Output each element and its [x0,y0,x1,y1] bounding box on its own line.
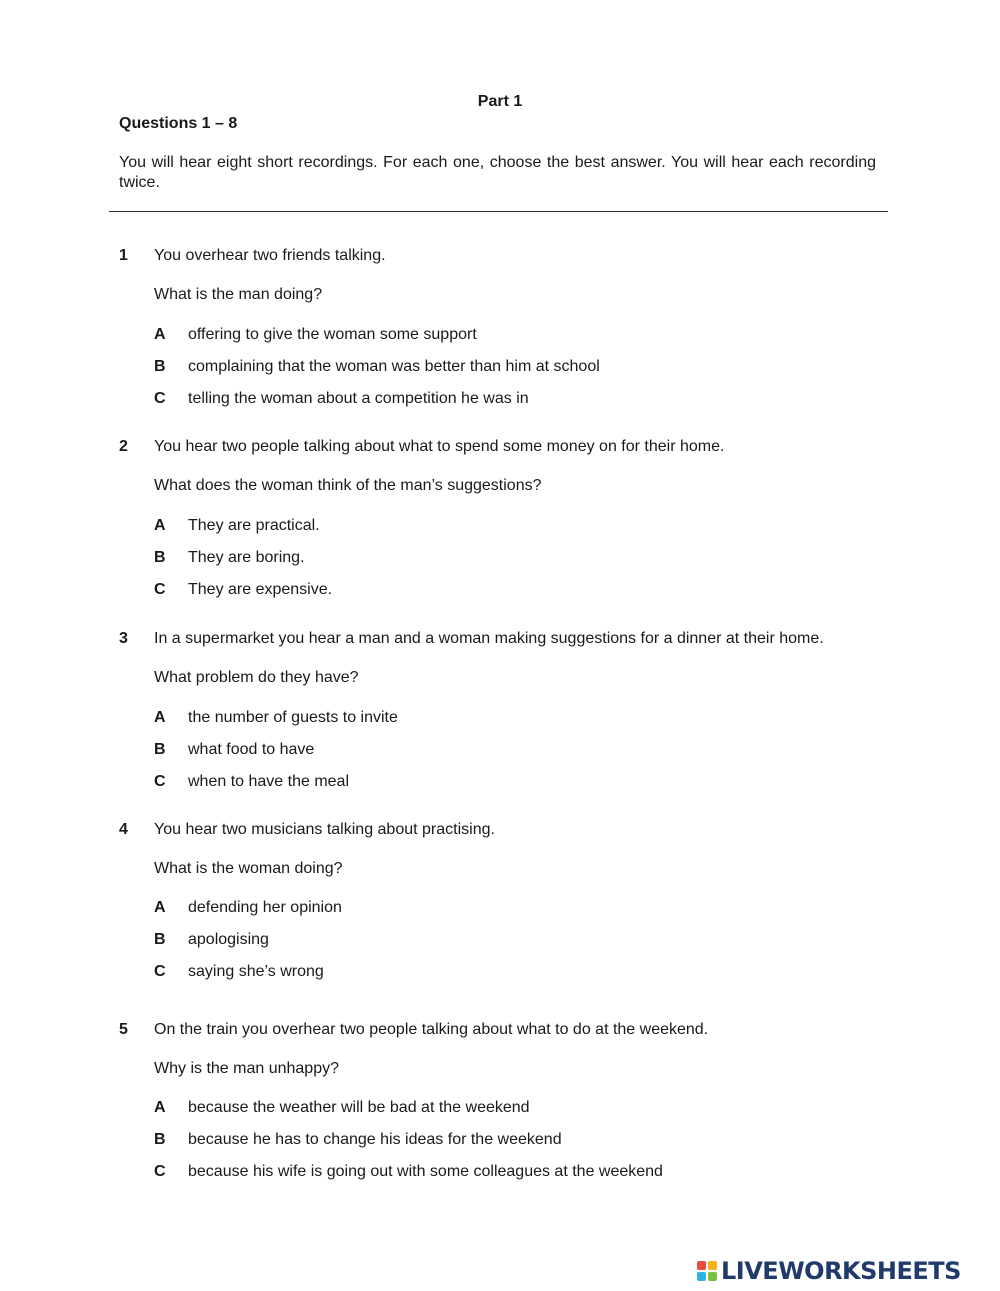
question-context: You hear two musicians talking about practising. [154,821,495,838]
liveworksheets-logo [697,1256,961,1286]
logo-square-icon [708,1261,717,1270]
logo-square-icon [697,1272,706,1281]
option-letter: C [154,581,166,598]
option-letter: C [154,773,166,790]
option-text: telling the woman about a competition he was in [188,390,529,407]
question-number: 1 [119,247,128,264]
option-letter: A [154,326,166,343]
option-letter: A [154,517,166,534]
option-letter: B [154,931,166,948]
option-b[interactable] [0,741,1000,763]
option-text: because his wife is going out with some colleagues at the weekend [188,1163,663,1180]
logo-text: LIVEWORKSHEETS [721,1257,961,1285]
option-b[interactable] [0,358,1000,380]
option-a[interactable] [0,709,1000,731]
option-text: offering to give the woman some support [188,326,477,343]
option-text: They are boring. [188,549,305,566]
question-prompt: What is the woman doing? [154,860,343,877]
option-b[interactable] [0,1131,1000,1153]
question-prompt: What does the woman think of the man’s suggestions? [154,477,542,494]
question-prompt: What problem do they have? [154,669,359,686]
option-c[interactable] [0,390,1000,412]
option-c[interactable] [0,1163,1000,1185]
option-a[interactable] [0,517,1000,539]
question-context: You overhear two friends talking. [154,247,386,264]
option-letter: B [154,741,166,758]
option-letter: A [154,899,166,916]
divider [109,211,888,212]
option-letter: C [154,1163,166,1180]
option-text: because he has to change his ideas for the weekend [188,1131,562,1148]
option-b[interactable] [0,931,1000,953]
option-text: apologising [188,931,269,948]
option-text: because the weather will be bad at the weekend [188,1099,530,1116]
question-number: 5 [119,1021,128,1038]
option-letter: C [154,390,166,407]
option-c[interactable] [0,581,1000,603]
option-text: the number of guests to invite [188,709,398,726]
option-a[interactable] [0,899,1000,921]
question-number: 2 [119,438,128,455]
option-text: complaining that the woman was better than him at school [188,358,600,375]
option-text: They are practical. [188,517,320,534]
logo-square-icon [697,1261,706,1270]
option-text: They are expensive. [188,581,333,598]
option-letter: B [154,358,166,375]
option-letter: B [154,549,166,566]
option-letter: A [154,709,166,726]
liveworksheets-logo-icon [697,1261,717,1281]
instructions: You will hear eight short recordings. For each one, choose the best answer. You will hear each recording twice. [119,154,876,191]
option-c[interactable] [0,773,1000,795]
option-text: defending her opinion [188,899,342,916]
question-prompt: Why is the man unhappy? [154,1060,339,1077]
question-context: In a supermarket you hear a man and a woman making suggestions for a dinner at their home. [154,630,824,647]
option-letter: C [154,963,166,980]
option-letter: B [154,1131,166,1148]
option-c[interactable] [0,963,1000,985]
question-context: You hear two people talking about what to spend some money on for their home. [154,438,725,455]
option-text: when to have the meal [188,773,349,790]
question-number: 3 [119,630,128,647]
option-b[interactable] [0,549,1000,571]
option-text: saying she’s wrong [188,963,324,980]
question-context: On the train you overhear two people talking about what to do at the weekend. [154,1021,709,1038]
question-number: 4 [119,821,128,838]
questions-heading: Questions 1 – 8 [119,115,238,132]
logo-square-icon [708,1272,717,1281]
option-a[interactable] [0,326,1000,348]
option-a[interactable] [0,1099,1000,1121]
option-text: what food to have [188,741,315,758]
question-prompt: What is the man doing? [154,286,323,303]
option-letter: A [154,1099,166,1116]
part-title: Part 1 [477,93,523,110]
